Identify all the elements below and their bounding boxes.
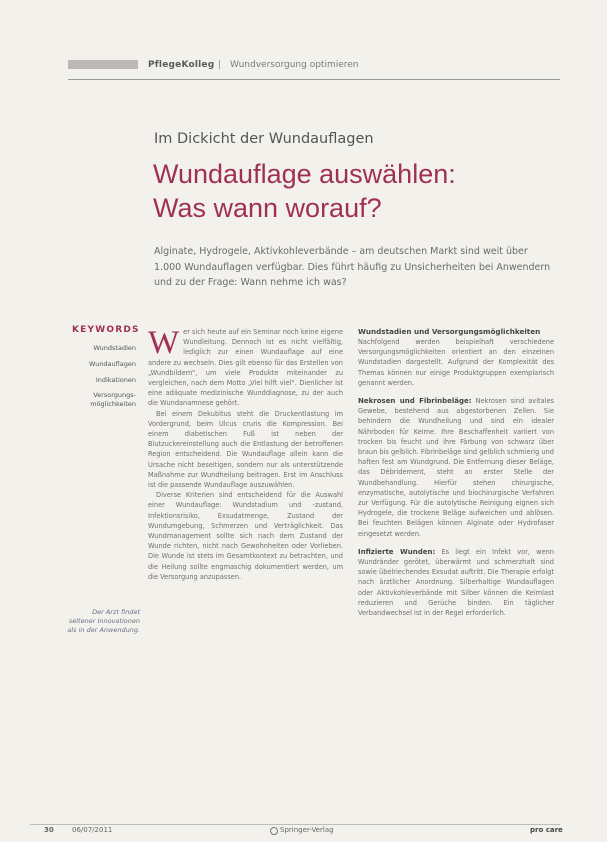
body-text: Es liegt ein Infekt vor, wenn Wundränder gerötet, überwärmt und schmerzhaft sind sowie übelriechendes Exsudat auftritt. Die Therapie erfolgt nach ärztlicher Anordnung. Silberhaltige Wundauflagen oder Aktivkohleverbände mit Silber können die Keimlast reduzieren und Gerüche binden. Ein täglicher Verbandwechsel ist in der Regel erforderlich. bbox=[358, 547, 554, 618]
header-separator: | bbox=[218, 60, 222, 70]
footer-rule bbox=[30, 824, 560, 825]
publisher-logo-icon bbox=[270, 827, 278, 835]
keyword-item: Indikationen bbox=[95, 376, 136, 384]
run-in-heading: Infizierte Wunden: bbox=[358, 547, 436, 556]
body-paragraph: Diverse Kriterien sind entscheidend für die Auswahl einer Wundauflage: Wundstadium und -zustand, Infektionsrisiko, Exsudatmenge, Zustand der Wundumgebung, Schmerzen und Verträglichkeit. Das Wundmanagement sollte sich nach dem Zustand der Wunde richten, nicht nach Gewohnheiten oder Vorlieben. Die Wunde ist stets im Gesamtkontext zu betrachten, und die Heilung sollte engmaschig dokumentiert werden, um die Versorgung anzupassen. bbox=[148, 491, 343, 581]
body-column-1 bbox=[148, 327, 343, 582]
body-paragraph: er sich heute auf ein Seminar noch keine eigene Wundleitung. Dennoch ist es nicht vielfältig, lediglich zur einen Wundauflage auf eine andere zu wechseln. Dies gilt ebenso für das Erstellen von „Wundbildern“, um viele Produkte miteinander zu vergleichen, nach dem Motto „Viel hilft viel“. Dienlicher ist eine adäquate medizinische Wunddiagnose, zu der auch die Wundanamnese gehört. bbox=[148, 328, 343, 408]
issue-date: 06/07/2011 bbox=[72, 826, 113, 834]
publisher-name: Springer-Verlag bbox=[280, 826, 334, 834]
keyword-item: Versorgungs- möglichkeiten bbox=[90, 391, 136, 408]
section-title: PflegeKolleg bbox=[148, 60, 215, 70]
body-paragraph: Nachfolgend werden beispielhaft verschiedene Versorgungsmöglichkeiten orientiert an den einzelnen Wundstadien dargestellt. Aufgrund der Komplexität des Themas können nur einige Produktgruppen exemplarisch genannt werden. bbox=[358, 338, 554, 387]
section-heading: Wundstadien und Versorgungsmöglichkeiten bbox=[358, 327, 541, 336]
headline-line-1: Wundauflage auswählen: bbox=[153, 159, 456, 189]
headline-line-2: Was wann worauf? bbox=[153, 193, 382, 223]
drop-cap: W bbox=[148, 325, 180, 361]
article-lead: Alginate, Hydrogele, Aktivkohleverbände – am deutschen Markt sind weit über 1.000 Wundauflagen verfügbar. Dies führt häufig zu Unsicherheiten bei Anwendern und zu der Frage: Wann nehme ich was? bbox=[154, 246, 551, 288]
header-accent-bar bbox=[68, 60, 138, 69]
body-paragraph bbox=[358, 396, 554, 539]
article-kicker: Im Dickicht der Wundauflagen bbox=[154, 131, 374, 147]
keywords-heading: KEYWORDS bbox=[72, 325, 140, 335]
body-paragraph bbox=[358, 547, 554, 618]
body-paragraph: Bei einem Dekubitus steht die Druckentlastung im Vordergrund, beim Ulcus cruris die Kompression. Bei einem diabetischen Fuß ist neben der Blutzuckereinstellung auch die Entlastung der betroffenen Region entscheidend. Die Wundauflage allein kann die Ursache nicht beseitigen, sondern nur als unterstützende Maßnahme zur Wundheilung beitragen. Erst im Anschluss ist die passende Wundauflage auszuwählen. bbox=[148, 409, 343, 490]
header-rule bbox=[68, 79, 560, 80]
keyword-item: Wundauflagen bbox=[89, 360, 136, 368]
article-headline bbox=[153, 157, 573, 225]
keywords-list bbox=[60, 344, 136, 416]
section-subtitle: Wundversorgung optimieren bbox=[230, 60, 359, 70]
page-number: 30 bbox=[44, 826, 54, 834]
run-in-heading: Nekrosen und Fibrinbeläge: bbox=[358, 397, 472, 406]
keyword-item: Wundstadien bbox=[93, 344, 136, 352]
body-text: Nekrosen sind avitales Gewebe, bestehend aus abgestorbenen Zellen. Sie behindern die Wundheilung und sind ein idealer Nährboden für Keime. Ihre Beschaffenheit variiert von trocken bis feucht und ihre Färbung von schwarz über braun bis gelblich. Fibrinbeläge sind gelblich schmierig und haften fest am Wundgrund. Die Entfernung dieser Beläge, das Débridement, steht an erster Stelle der Wundbehandlung. Hierfür stehen chirurgische, enzymatische, autolytische und biochirurgische Verfahren zur Verfügung. Für die autolytische Reinigung eignen sich Hydrogele, die trockene Beläge aufweichen und ablösen. Bei feuchten Belägen können Alginate oder Hydrofaser eingesetzt werden. bbox=[358, 397, 554, 538]
magazine-name: pro care bbox=[530, 826, 563, 834]
body-column-2 bbox=[358, 327, 554, 618]
pull-quote: Der Arzt findet seltener Innovationen als in der Anwendung. bbox=[67, 608, 140, 634]
